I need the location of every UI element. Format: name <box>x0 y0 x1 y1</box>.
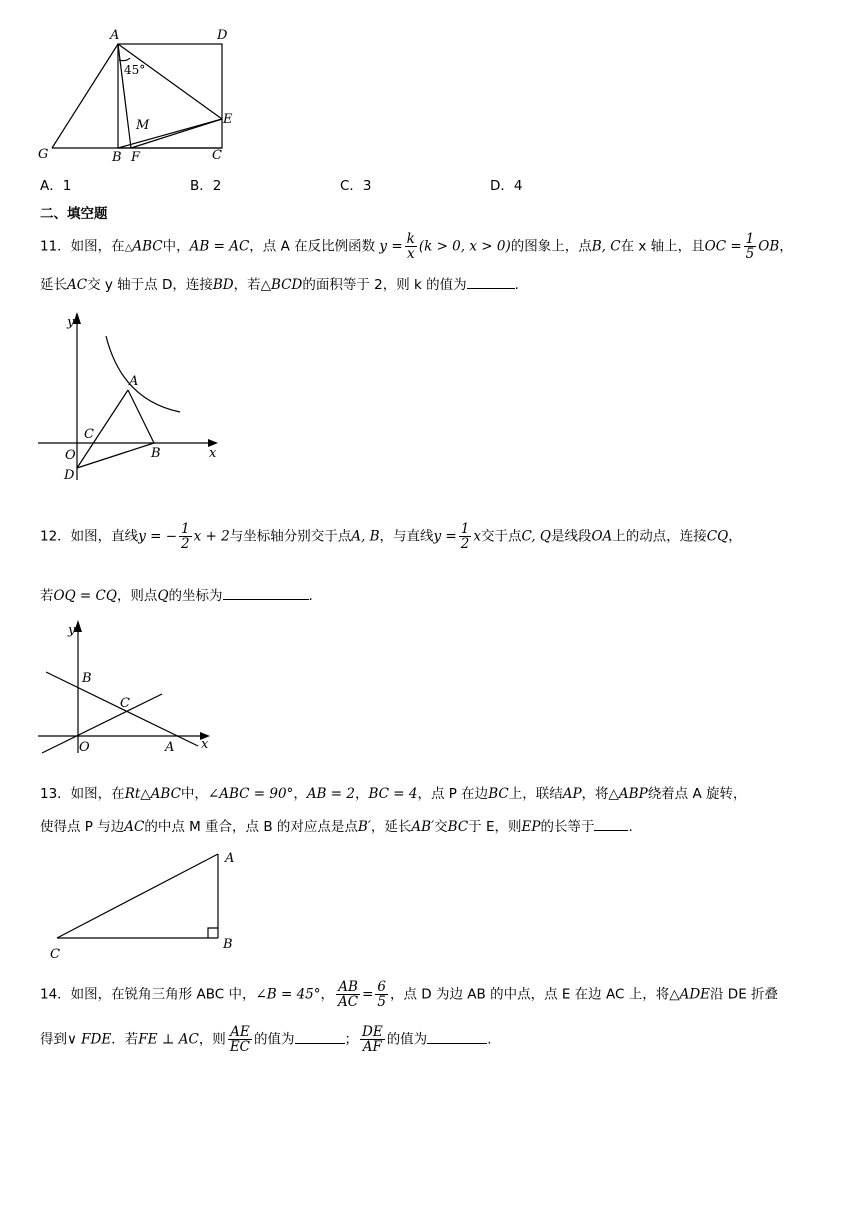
answer-blank-11[interactable] <box>467 276 515 289</box>
label-45: 45° <box>124 63 146 77</box>
label-c: C <box>212 148 222 163</box>
line-af <box>118 44 131 148</box>
label-f: F <box>131 150 141 165</box>
label-a: A <box>225 851 235 866</box>
label-y: y <box>68 623 76 638</box>
label-d: D <box>217 28 228 43</box>
label-b: B <box>223 937 233 952</box>
label-c: C <box>84 427 94 442</box>
label-m: M <box>136 118 150 133</box>
line-ae <box>118 44 222 119</box>
figure-q10 <box>30 22 250 170</box>
label-a: A <box>165 740 175 755</box>
label-b: B <box>82 671 92 686</box>
question-12-line1: 12．如图，直线y = − $\frac{1}{2}$ x + 2与坐标轴分别交于点A, B，与直线y = $\frac{1}{2}$ x交于点C, Q是线段OA上的动点，连接CQ， <box>40 521 742 553</box>
label-a: A <box>129 374 139 389</box>
label-a: A <box>110 28 120 43</box>
label-b: B <box>112 150 122 165</box>
label-c: C <box>120 696 130 711</box>
answer-blank-14b[interactable] <box>427 1031 487 1044</box>
answer-blank-12[interactable] <box>223 587 309 600</box>
question-11-line2: 延长AC交 y 轴于点 D，连接BD，若△BCD的面积等于 2，则 k 的值为 . <box>40 277 519 293</box>
square-abcd <box>118 44 222 148</box>
line-db <box>77 443 154 468</box>
label-d: D <box>64 468 75 483</box>
label-e: E <box>223 112 233 127</box>
label-b: B <box>151 446 161 461</box>
question-13-line2: 使得点 P 与边AC的中点 M 重合，点 B 的对应点是点B′，延长AB′交BC于 E，则EP的长等于 . <box>40 819 633 835</box>
answer-blank-14a[interactable] <box>295 1031 345 1044</box>
question-12-line2: 若OQ = CQ，则点Q的坐标为 . <box>40 588 313 604</box>
label-o: O <box>79 740 90 755</box>
figure-q13 <box>40 848 250 963</box>
label-c: C <box>50 947 60 962</box>
option-b: B．2 <box>190 178 222 194</box>
line-ca <box>57 854 218 938</box>
line-oc <box>42 694 162 753</box>
label-g: G <box>38 147 49 162</box>
section-title: 二、填空题 <box>40 206 108 222</box>
right-angle-mark <box>208 928 218 938</box>
question-11-line1: 11．如图，在△ABC中，AB = AC，点 A 在反比例函数 y = $\frac{k}{x}$ (k > 0, x > 0)的图象上，点B, C在 x 轴上，且OC = $\frac{1}{5}$ OB， <box>40 231 793 263</box>
line-ab <box>128 390 154 443</box>
option-d: D．4 <box>490 178 523 194</box>
label-y: y <box>67 315 75 330</box>
figure-q12 <box>34 618 224 758</box>
angle-arc <box>119 58 130 61</box>
label-x: x <box>209 446 217 461</box>
question-14-line1: 14．如图，在锐角三角形 ABC 中，∠B = 45°， $\frac{AB}{AC}$ = $\frac{6}{5}$ ，点 D 为边 AB 的中点，点 E 在边 AC 上，将△ADE沿 DE 折叠 <box>40 979 779 1011</box>
label-x: x <box>201 737 209 752</box>
figure-q11 <box>32 310 232 495</box>
option-c: C．3 <box>340 178 372 194</box>
line-ag <box>52 44 118 148</box>
question-13-line1: 13．如图，在Rt△ABC中，∠ABC = 90°，AB = 2，BC = 4，点 P 在边BC上，联结AP，将△ABP绕着点 A 旋转， <box>40 786 747 802</box>
question-14-line2: 得到∨ FDE．若FE ⊥ AC，则 $\frac{AE}{EC}$ 的值为 ； $\frac{DE}{AF}$ 的值为 . <box>40 1024 492 1056</box>
label-o: O <box>65 448 76 463</box>
option-a: A．1 <box>40 178 72 194</box>
answer-blank-13[interactable] <box>594 818 628 831</box>
line-be <box>118 119 222 148</box>
hyperbola <box>106 336 180 412</box>
